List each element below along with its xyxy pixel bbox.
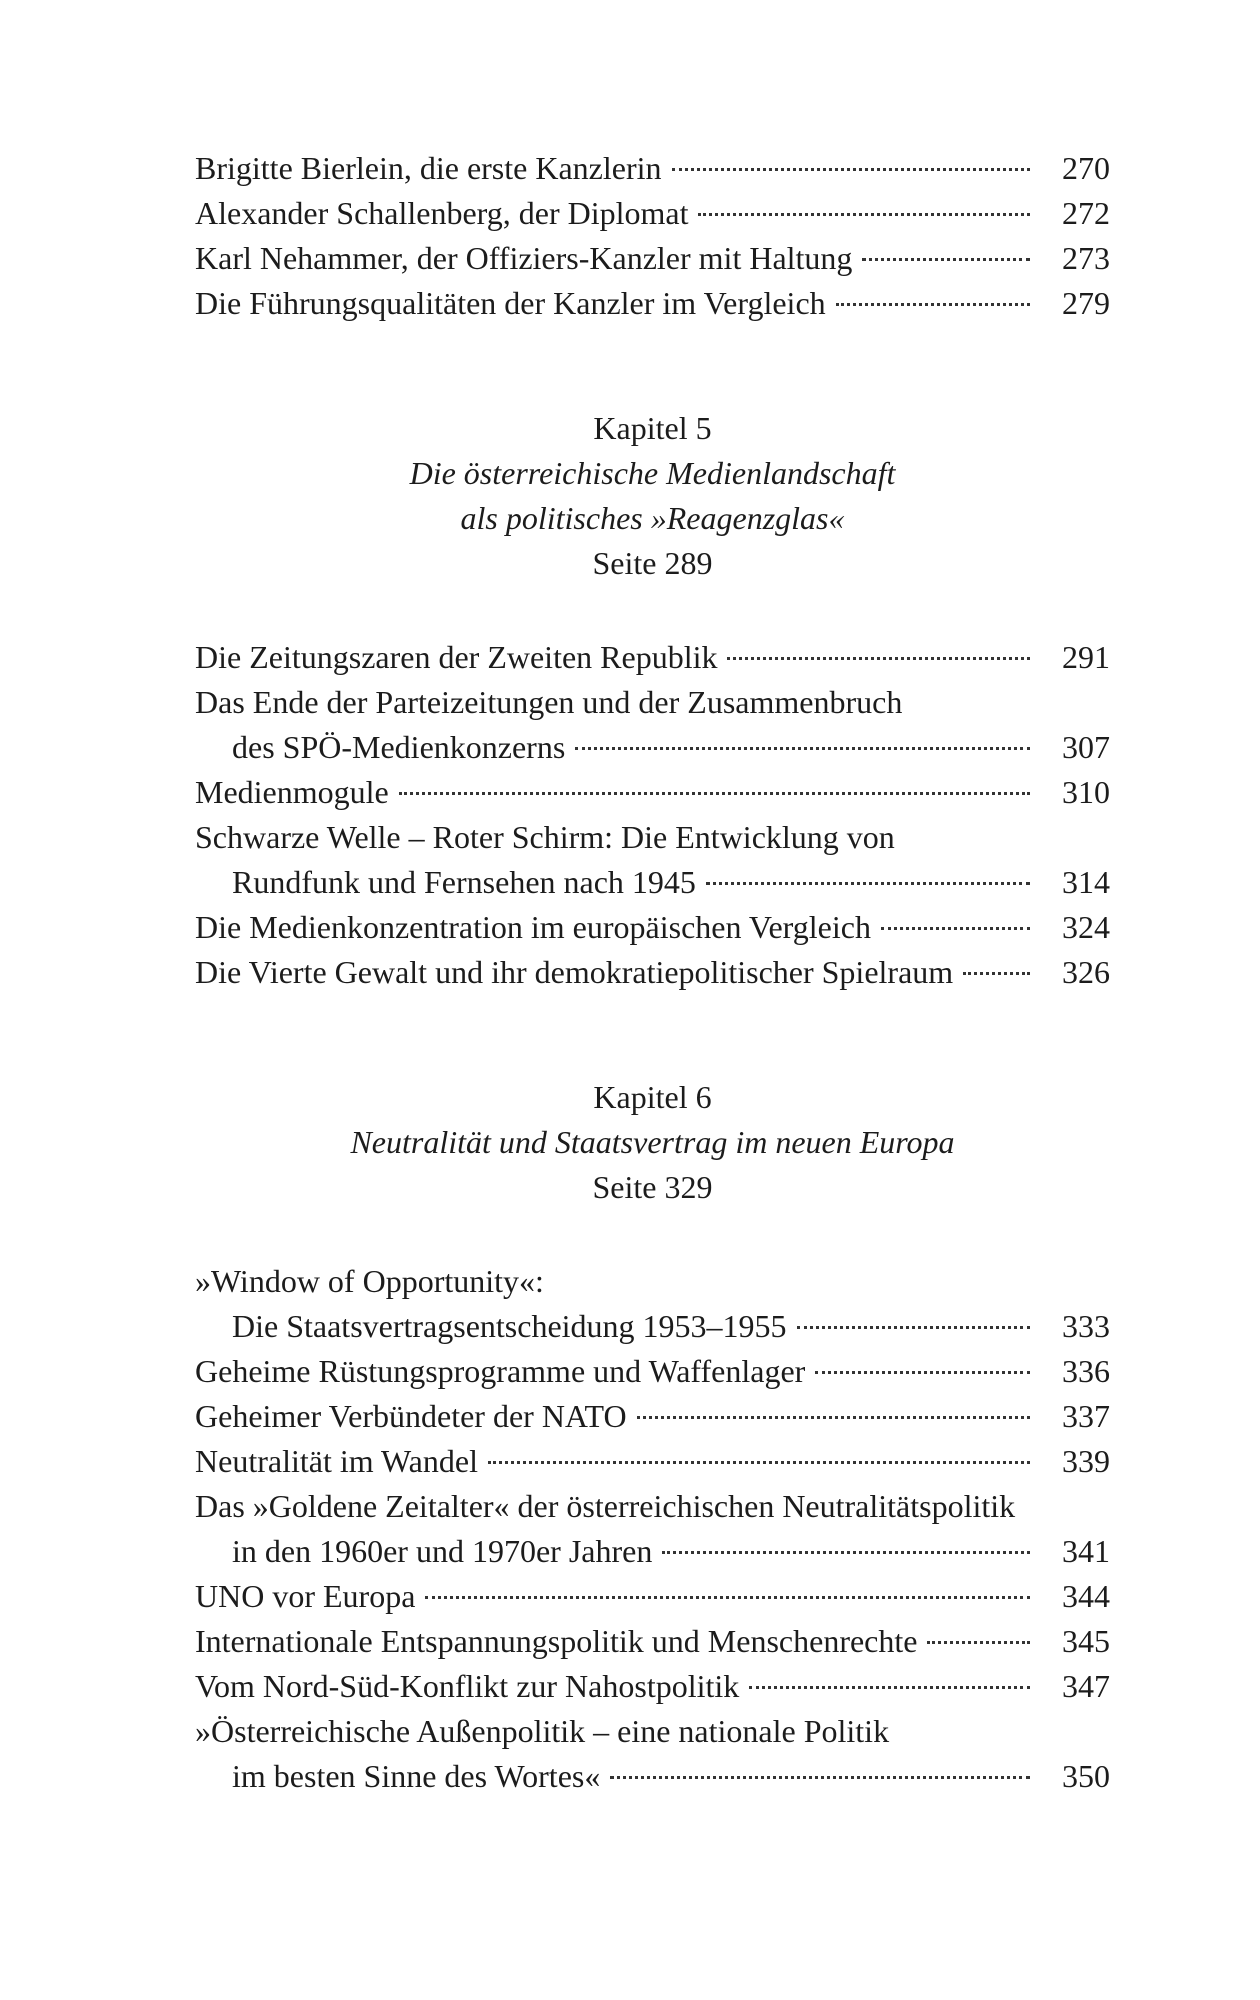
entry-title: Geheime Rüstungsprogramme und Waffenlager: [195, 1353, 806, 1389]
dot-leader: [399, 792, 1030, 795]
toc-entry[interactable]: [195, 1394, 1110, 1439]
entry-title: Vom Nord-Süd-Konflikt zur Nahostpolitik: [195, 1668, 740, 1704]
dot-leader: [662, 1551, 1030, 1554]
toc-entry-multiline[interactable]: [195, 680, 1110, 770]
toc-entry[interactable]: [195, 1349, 1110, 1394]
entry-title: UNO vor Europa: [195, 1578, 416, 1614]
toc-page: [195, 146, 1110, 1799]
page-number: 341: [1062, 1533, 1110, 1569]
entry-title: Geheimer Verbündeter der NATO: [195, 1398, 627, 1434]
toc-entry[interactable]: [195, 1664, 1110, 1709]
entry-title-line: »Window of Opportunity«:: [195, 1263, 544, 1299]
page-number: 314: [1062, 864, 1110, 900]
toc-entry[interactable]: [195, 191, 1110, 236]
toc-entry[interactable]: [195, 635, 1110, 680]
entry-title: Karl Nehammer, der Offiziers-Kanzler mit Haltung: [195, 240, 853, 276]
page-number: 326: [1062, 954, 1110, 990]
page-number: 350: [1062, 1758, 1110, 1794]
dot-leader: [749, 1686, 1030, 1689]
page-number: 336: [1062, 1353, 1110, 1389]
dot-leader: [637, 1416, 1030, 1419]
entry-title: Rundfunk und Fernsehen nach 1945: [232, 864, 696, 900]
toc-entry[interactable]: [195, 1574, 1110, 1619]
dot-leader: [815, 1371, 1030, 1374]
entry-title: Die Zeitungszaren der Zweiten Republik: [195, 639, 718, 675]
toc-entry[interactable]: [195, 236, 1110, 281]
dot-leader: [488, 1461, 1030, 1464]
dot-leader: [862, 258, 1030, 261]
chapter-label: Kapitel 6: [593, 1079, 712, 1115]
page-number: 345: [1062, 1623, 1110, 1659]
toc-entry-continuation: [195, 725, 1110, 770]
entry-title: Brigitte Bierlein, die erste Kanzlerin: [195, 150, 662, 186]
chapter-5-entries: [195, 635, 1110, 995]
toc-section-continued: [195, 146, 1110, 326]
entry-title: Die Vierte Gewalt und ihr demokratiepolitischer Spielraum: [195, 954, 954, 990]
dot-leader: [836, 303, 1030, 306]
page-number: 324: [1062, 909, 1110, 945]
dot-leader: [610, 1776, 1030, 1779]
entry-title-line: Schwarze Welle – Roter Schirm: Die Entwicklung von: [195, 819, 895, 855]
entry-title: im besten Sinne des Wortes«: [232, 1758, 601, 1794]
chapter-6-entries: [195, 1259, 1110, 1799]
page-number: 347: [1062, 1668, 1110, 1704]
toc-entry[interactable]: [195, 950, 1110, 995]
dot-leader: [425, 1596, 1030, 1599]
toc-entry[interactable]: [195, 281, 1110, 326]
page-number: 333: [1062, 1308, 1110, 1344]
toc-entry-continuation: [195, 1529, 1110, 1574]
entry-title: Alexander Schallenberg, der Diplomat: [195, 195, 689, 231]
toc-entry-continuation: [195, 1304, 1110, 1349]
entry-title: Die Führungsqualitäten der Kanzler im Vergleich: [195, 285, 826, 321]
page-number: 279: [1062, 285, 1110, 321]
dot-leader: [706, 882, 1030, 885]
page-number: 339: [1062, 1443, 1110, 1479]
page-number: 272: [1062, 195, 1110, 231]
toc-entry[interactable]: [195, 905, 1110, 950]
chapter-title: Die österreichische Medienlandschaft: [409, 455, 896, 491]
toc-entry[interactable]: [195, 770, 1110, 815]
dot-leader: [963, 972, 1030, 975]
dot-leader: [927, 1641, 1030, 1644]
entry-title: Die Medienkonzentration im europäischen Vergleich: [195, 909, 871, 945]
dot-leader: [881, 927, 1030, 930]
entry-title-line: Das »Goldene Zeitalter« der österreichischen Neutralitätspolitik: [195, 1488, 1016, 1524]
chapter-title: als politisches »Reagenzglas«: [460, 500, 845, 536]
toc-entry-continuation: [195, 1754, 1110, 1799]
page-number: 344: [1062, 1578, 1110, 1614]
entry-title: Medienmogule: [195, 774, 389, 810]
toc-entry-continuation: [195, 860, 1110, 905]
entry-title-line: »Österreichische Außenpolitik – eine nationale Politik: [195, 1713, 890, 1749]
page-number: 337: [1062, 1398, 1110, 1434]
chapter-page-ref: Seite 289: [592, 545, 713, 581]
chapter-5-heading: [195, 406, 1110, 586]
chapter-label: Kapitel 5: [593, 410, 712, 446]
entry-title-line: Das Ende der Parteizeitungen und der Zusammenbruch: [195, 684, 903, 720]
entry-title: in den 1960er und 1970er Jahren: [232, 1533, 653, 1569]
dot-leader: [797, 1326, 1030, 1329]
toc-entry[interactable]: [195, 1439, 1110, 1484]
page-number: 270: [1062, 150, 1110, 186]
dot-leader: [575, 747, 1030, 750]
chapter-6-heading: [195, 1075, 1110, 1210]
toc-entry-multiline[interactable]: [195, 815, 1110, 905]
page-number: 273: [1062, 240, 1110, 276]
page-number: 307: [1062, 729, 1110, 765]
toc-entry-multiline[interactable]: [195, 1259, 1110, 1349]
chapter-title: Neutralität und Staatsvertrag im neuen Europa: [350, 1124, 955, 1160]
toc-entry-multiline[interactable]: [195, 1709, 1110, 1799]
toc-entry[interactable]: [195, 1619, 1110, 1664]
entry-title: Die Staatsvertragsentscheidung 1953–1955: [232, 1308, 787, 1344]
page-number: 291: [1062, 639, 1110, 675]
entry-title: Internationale Entspannungspolitik und Menschenrechte: [195, 1623, 918, 1659]
dot-leader: [698, 213, 1030, 216]
dot-leader: [672, 168, 1031, 171]
entry-title: Neutralität im Wandel: [195, 1443, 478, 1479]
toc-entry[interactable]: [195, 146, 1110, 191]
entry-title: des SPÖ-Medienkonzerns: [232, 729, 566, 765]
page-number: 310: [1062, 774, 1110, 810]
dot-leader: [727, 657, 1030, 660]
chapter-page-ref: Seite 329: [592, 1169, 713, 1205]
toc-entry-multiline[interactable]: [195, 1484, 1110, 1574]
